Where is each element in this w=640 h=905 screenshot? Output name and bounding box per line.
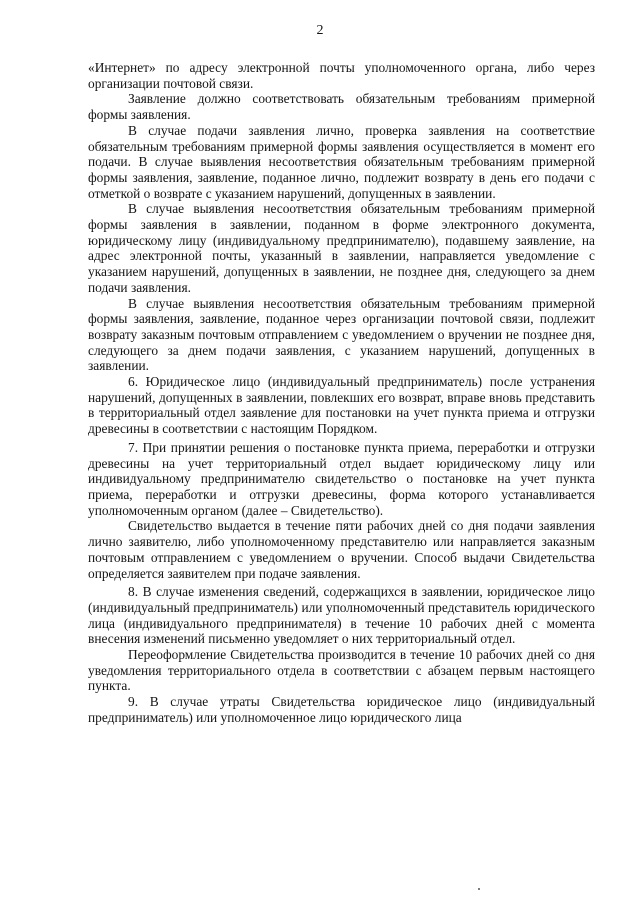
paragraph-postal-submission: В случае выявления несоответствия обязательным требованиям примерной формы заявления, заявление, поданное через организации почтовой связи, подлежит возврату заказным почтовым отправлением с уведомлением о вручении не позднее дня, следующего за днем подачи заявления, с указанием нарушений, допущенных в заявлении. bbox=[88, 295, 595, 374]
paragraph-item-9: 9. В случае утраты Свидетельства юридическое лицо (индивидуальный предприниматель) или уполномоченное лицо юридического лица bbox=[88, 694, 595, 725]
paragraph-item-7: 7. При принятии решения о постановке пункта приема, переработки и отгрузки древесины на учет территориальный отдел выдает юридическому лицу или индивидуальному предпринимателю свидетельство о постановке на учет пункта приема, переработки и отгрузки древесины, форма которого устанавливается уполномоченным органом (далее – Свидетельство). bbox=[88, 439, 595, 518]
paragraph-internet-address: «Интернет» по адресу электронной почты уполномоченного органа, либо через организации почтовой связи. bbox=[88, 60, 595, 91]
paragraph-item-6: 6. Юридическое лицо (индивидуальный предприниматель) после устранения нарушений, допущенных в заявлении, повлекших его возврат, вправе вновь представить в территориальный отдел заявление для постановки на учет пункта приема и отгрузки древесины в соответствии с настоящим Порядком. bbox=[88, 374, 595, 437]
paragraph-item-8: 8. В случае изменения сведений, содержащихся в заявлении, юридическое лицо (индивидуальный предприниматель) или уполномоченный представитель юридического лица (индивидуального предпринимателя) в течение 10 рабочих дней с момента внесения изменений письменно уведомляет о них территориальный отдел. bbox=[88, 584, 595, 647]
page-number: 2 bbox=[316, 23, 324, 38]
paragraph-personal-submission: В случае подачи заявления лично, проверка заявления на соответствие обязательным требованиям примерной формы заявления осуществляется в момент его подачи. В случае выявления несоответствия обязательным требованиям примерной формы заявления, заявление, поданное лично, подлежит возврату в день его подачи с отметкой о возврате с указанием нарушений, допущенных в заявлении. bbox=[88, 122, 595, 201]
paragraph-certificate-reissue: Переоформление Свидетельства производится в течение 10 рабочих дней со дня уведомления территориального отдела в соответствии с абзацем первым настоящего пункта. bbox=[88, 647, 595, 694]
document-body bbox=[88, 60, 595, 726]
paragraph-electronic-submission: В случае выявления несоответствия обязательным требованиям примерной формы заявления в заявлении, поданном в форме электронного документа, юридическому лицу (индивидуальному предпринимателю), подавшему заявление, на адрес электронной почты, указанный в заявлении, направляется уведомление с указанием нарушений, допущенных в заявлении, не позднее дня, следующего за днем подачи заявления. bbox=[88, 201, 595, 295]
paragraph-form-requirements: Заявление должно соответствовать обязательным требованиям примерной формы заявления. bbox=[88, 91, 595, 123]
scan-speck bbox=[478, 888, 480, 890]
paragraph-certificate-issuance: Свидетельство выдается в течение пяти рабочих дней со дня подачи заявления лично заявителю, либо уполномоченному представителю или направляется заказным почтовым отправлением с уведомлением о вручении. Способ выдачи Свидетельства определяется заявителем при подаче заявления. bbox=[88, 518, 595, 581]
